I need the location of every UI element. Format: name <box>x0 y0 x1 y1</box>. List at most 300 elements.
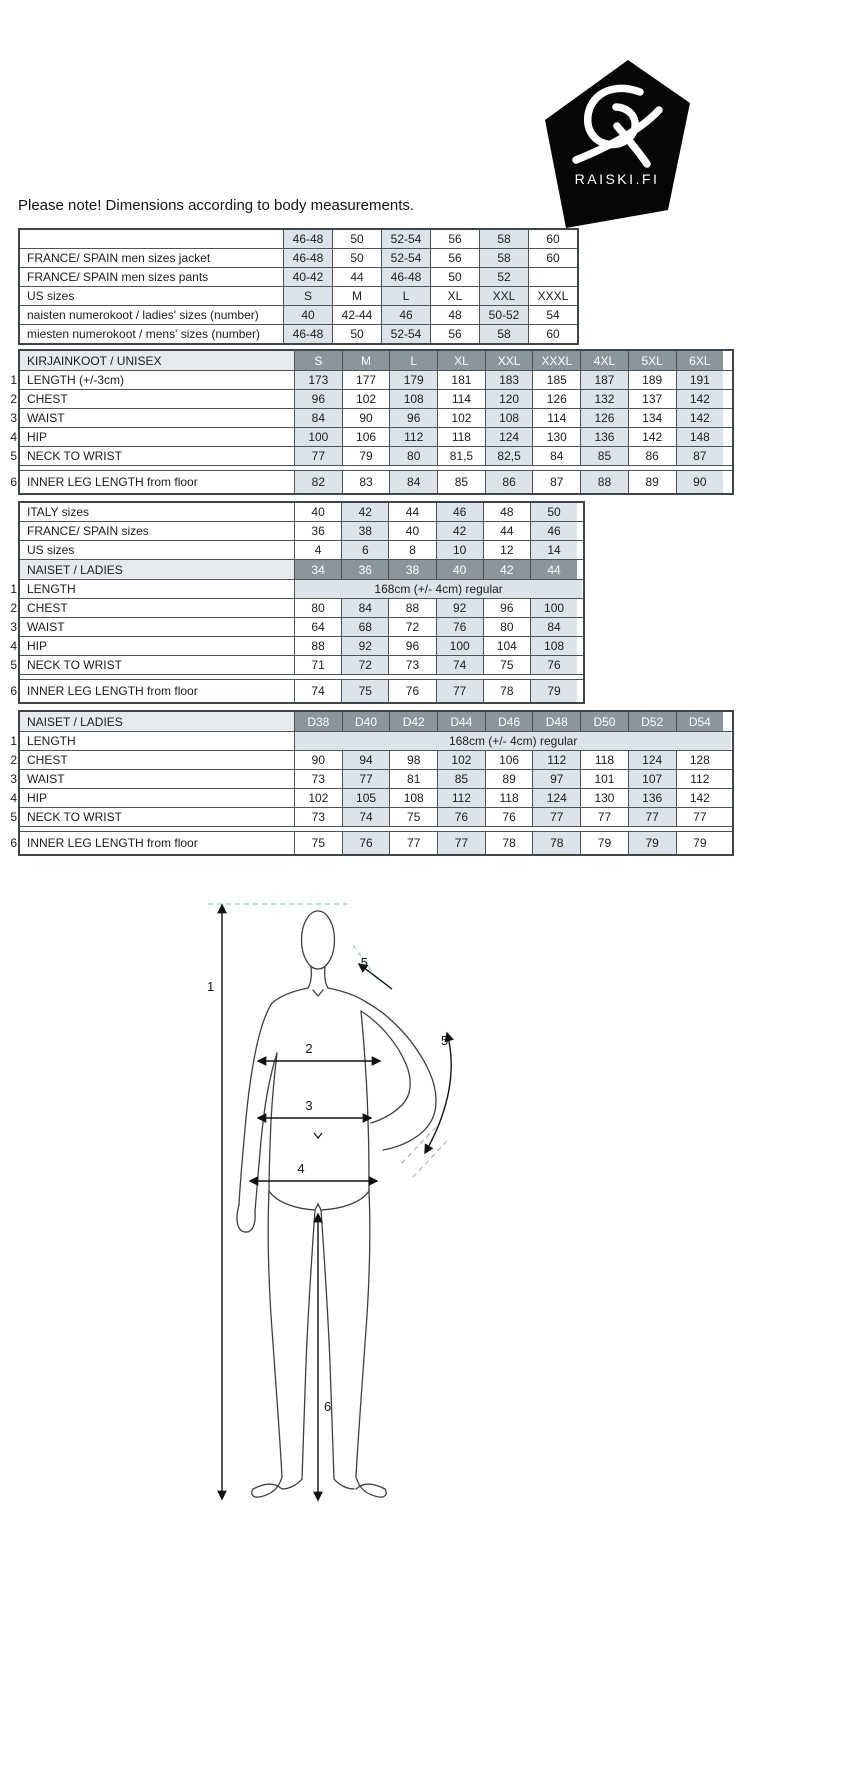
value-cell: 80 <box>294 599 341 617</box>
value-cell: 101 <box>580 770 628 788</box>
size-header-cell: 44 <box>530 560 577 579</box>
table-row <box>10 427 732 446</box>
table-row <box>20 305 577 324</box>
value-cell: 74 <box>436 656 483 674</box>
value-cell: 46-48 <box>283 230 332 248</box>
value-cell: 74 <box>294 680 341 702</box>
value-cell: 78 <box>483 680 530 702</box>
row-number: 2 <box>10 601 17 615</box>
value-cell: 52-54 <box>381 230 430 248</box>
value-cell: 124 <box>485 428 533 446</box>
value-cell: 102 <box>437 751 485 769</box>
marker-label-3: 3 <box>305 1098 313 1113</box>
value-cell: 44 <box>332 268 381 286</box>
value-cell: 77 <box>342 770 390 788</box>
row-label-cell: CHEST <box>27 601 68 615</box>
table-row <box>10 769 732 788</box>
body-measurement-diagram <box>185 893 495 1521</box>
value-cell: 102 <box>294 789 342 807</box>
value-cell: 46-48 <box>283 325 332 343</box>
row-number: 1 <box>10 734 17 748</box>
value-cell: 124 <box>628 751 676 769</box>
value-cell: 88 <box>388 599 435 617</box>
unisex-size-table <box>10 349 734 495</box>
value-cell: 42 <box>436 522 483 540</box>
table-header-row <box>20 351 732 370</box>
value-cell: 38 <box>341 522 388 540</box>
ladies-size-table <box>10 501 585 704</box>
row-label-cell: NECK TO WRIST <box>27 449 122 463</box>
value-cell: 44 <box>483 522 530 540</box>
ladies-d-size-table <box>10 710 734 856</box>
value-cell: 50 <box>332 249 381 267</box>
value-cell: L <box>381 287 430 305</box>
row-label-cell: FRANCE/ SPAIN sizes <box>27 524 149 538</box>
size-header-cell: 5XL <box>628 351 676 370</box>
value-cell: 79 <box>580 832 628 854</box>
value-cell: 112 <box>676 770 724 788</box>
size-header-cell: D42 <box>389 712 437 731</box>
value-cell: 102 <box>342 390 390 408</box>
marker-label-2: 2 <box>305 1041 313 1056</box>
size-header-cell: D38 <box>294 712 342 731</box>
size-header-cell: S <box>294 351 342 370</box>
value-cell: 84 <box>294 409 342 427</box>
value-cell: 136 <box>628 789 676 807</box>
size-header-cell: D54 <box>676 712 724 731</box>
value-cell: 10 <box>436 541 483 559</box>
row-number: 1 <box>10 373 17 387</box>
value-cell: XL <box>430 287 479 305</box>
value-cell: 114 <box>532 409 580 427</box>
value-cell: 108 <box>530 637 577 655</box>
value-cell: 98 <box>389 751 437 769</box>
size-header-cell: 38 <box>388 560 435 579</box>
value-cell: 73 <box>294 770 342 788</box>
value-cell: 84 <box>389 471 437 493</box>
row-label-cell: FRANCE/ SPAIN men sizes pants <box>27 270 209 284</box>
row-number: 6 <box>10 475 17 489</box>
value-cell: 118 <box>437 428 485 446</box>
value-cell: 56 <box>430 325 479 343</box>
value-cell: 118 <box>580 751 628 769</box>
row-label-cell: INNER LEG LENGTH from floor <box>27 836 198 850</box>
marker-label-1: 1 <box>207 979 215 994</box>
value-cell: 148 <box>676 428 724 446</box>
value-cell: 77 <box>389 832 437 854</box>
value-cell: 136 <box>580 428 628 446</box>
value-cell <box>528 268 577 286</box>
gray-wrist-dash-2 <box>413 1141 447 1177</box>
raiski-logo-icon <box>543 58 695 230</box>
value-cell: 100 <box>436 637 483 655</box>
value-cell: 92 <box>341 637 388 655</box>
value-cell: 78 <box>485 832 533 854</box>
value-cell: 50-52 <box>479 306 528 324</box>
value-cell: 85 <box>437 770 485 788</box>
value-cell: 74 <box>342 808 390 826</box>
size-header-cell: D50 <box>580 712 628 731</box>
row-label-cell: WAIST <box>27 620 65 634</box>
size-header-cell: D44 <box>437 712 485 731</box>
value-cell: M <box>332 287 381 305</box>
value-cell: 94 <box>342 751 390 769</box>
value-cell: 191 <box>676 371 724 389</box>
table-title-cell: NAISET / LADIES <box>20 712 294 731</box>
value-cell: 14 <box>530 541 577 559</box>
value-cell: 128 <box>676 751 724 769</box>
size-conversion-table <box>18 228 579 345</box>
value-cell: 130 <box>580 789 628 807</box>
value-cell: 8 <box>388 541 435 559</box>
value-cell: 79 <box>628 832 676 854</box>
size-header-cell: 4XL <box>580 351 628 370</box>
value-cell: 106 <box>485 751 533 769</box>
marker-label-5a: 5 <box>360 955 368 970</box>
value-cell: 50 <box>332 230 381 248</box>
value-cell: 50 <box>430 268 479 286</box>
value-cell: 48 <box>430 306 479 324</box>
size-header-cell: D40 <box>342 712 390 731</box>
value-cell: 77 <box>436 680 483 702</box>
value-cell: 84 <box>530 618 577 636</box>
value-cell: 137 <box>628 390 676 408</box>
row-label-cell: WAIST <box>27 411 65 425</box>
value-cell: 76 <box>388 680 435 702</box>
value-cell: 112 <box>389 428 437 446</box>
value-cell: 77 <box>294 447 342 465</box>
value-cell: 46 <box>530 522 577 540</box>
row-label-cell: HIP <box>27 791 48 805</box>
table-header-row <box>20 712 732 731</box>
value-cell: 96 <box>388 637 435 655</box>
value-cell: 71 <box>294 656 341 674</box>
value-cell: 12 <box>483 541 530 559</box>
value-cell: 132 <box>580 390 628 408</box>
value-cell: 134 <box>628 409 676 427</box>
value-cell: 96 <box>389 409 437 427</box>
merged-value-cell: 168cm (+/- 4cm) regular <box>294 732 731 750</box>
merged-value-cell: 168cm (+/- 4cm) regular <box>294 580 582 598</box>
size-header-cell: 6XL <box>676 351 724 370</box>
measure-arrows <box>222 905 451 1500</box>
value-cell: 112 <box>532 751 580 769</box>
value-cell: 73 <box>294 808 342 826</box>
row-number: 4 <box>10 791 17 805</box>
marker-label-4: 4 <box>297 1161 305 1176</box>
value-cell: 72 <box>341 656 388 674</box>
value-cell: 42 <box>341 503 388 521</box>
table-row <box>20 540 583 559</box>
value-cell: 92 <box>436 599 483 617</box>
value-cell: 82,5 <box>485 447 533 465</box>
row-label-cell: HIP <box>27 639 48 653</box>
row-number: 5 <box>10 658 17 672</box>
value-cell: 108 <box>485 409 533 427</box>
value-cell: 142 <box>676 409 724 427</box>
value-cell: 40 <box>294 503 341 521</box>
row-number: 6 <box>10 684 17 698</box>
value-cell: 107 <box>628 770 676 788</box>
value-cell: 90 <box>294 751 342 769</box>
row-label-cell: naisten numerokoot / ladies' sizes (number) <box>27 308 259 322</box>
size-header-cell: 36 <box>341 560 388 579</box>
table-row <box>20 521 583 540</box>
value-cell: 187 <box>580 371 628 389</box>
figure-outline <box>237 911 436 1497</box>
value-cell: 48 <box>483 503 530 521</box>
value-cell: 88 <box>294 637 341 655</box>
row-number: 1 <box>10 582 17 596</box>
value-cell: 79 <box>530 680 577 702</box>
size-header-cell: D46 <box>485 712 533 731</box>
value-cell: 52-54 <box>381 249 430 267</box>
table-row <box>10 598 583 617</box>
size-header-cell: D52 <box>628 712 676 731</box>
value-cell: 90 <box>676 471 724 493</box>
value-cell: 105 <box>342 789 390 807</box>
table-row <box>10 807 732 826</box>
value-cell: 58 <box>479 249 528 267</box>
value-cell: 77 <box>676 808 724 826</box>
value-cell: 75 <box>389 808 437 826</box>
table-row <box>10 370 732 389</box>
value-cell: 75 <box>294 832 342 854</box>
value-cell: 183 <box>485 371 533 389</box>
value-cell: 77 <box>532 808 580 826</box>
value-cell: 100 <box>294 428 342 446</box>
value-cell: 40 <box>388 522 435 540</box>
value-cell: 114 <box>437 390 485 408</box>
table-header-row <box>20 559 583 579</box>
value-cell: 46 <box>436 503 483 521</box>
value-cell: 86 <box>485 471 533 493</box>
value-cell: 96 <box>483 599 530 617</box>
value-cell: 81 <box>389 770 437 788</box>
value-cell: 120 <box>485 390 533 408</box>
value-cell: 124 <box>532 789 580 807</box>
value-cell: 97 <box>532 770 580 788</box>
value-cell: 108 <box>389 789 437 807</box>
value-cell: 85 <box>580 447 628 465</box>
size-header-cell: XXL <box>485 351 533 370</box>
row-number: 4 <box>10 639 17 653</box>
value-cell: 42-44 <box>332 306 381 324</box>
value-cell: 85 <box>437 471 485 493</box>
table-row <box>10 636 583 655</box>
value-cell: 112 <box>437 789 485 807</box>
row-label-cell: US sizes <box>27 543 75 557</box>
value-cell: 79 <box>342 447 390 465</box>
size-header-cell: L <box>389 351 437 370</box>
marker-label-5b: 5 <box>441 1033 449 1048</box>
value-cell: 50 <box>332 325 381 343</box>
value-cell: 118 <box>485 789 533 807</box>
row-label-cell <box>20 230 283 248</box>
value-cell: 44 <box>388 503 435 521</box>
size-header-cell: 34 <box>294 560 341 579</box>
value-cell: XXXL <box>528 287 577 305</box>
value-cell: 88 <box>580 471 628 493</box>
table-title-cell: KIRJAINKOOT / UNISEX <box>20 351 294 370</box>
value-cell: 86 <box>628 447 676 465</box>
value-cell: 40-42 <box>283 268 332 286</box>
table-row <box>20 267 577 286</box>
table-row <box>10 655 583 674</box>
table-row <box>10 446 732 465</box>
row-label-cell: WAIST <box>27 772 65 786</box>
waist-chevron <box>314 1133 322 1138</box>
row-number: 5 <box>10 449 17 463</box>
value-cell: 72 <box>388 618 435 636</box>
table-row <box>10 579 583 598</box>
value-cell: 46-48 <box>283 249 332 267</box>
value-cell: 68 <box>341 618 388 636</box>
value-cell: 46-48 <box>381 268 430 286</box>
table-row <box>10 831 732 854</box>
value-cell: 6 <box>341 541 388 559</box>
value-cell: 76 <box>436 618 483 636</box>
row-label-cell: INNER LEG LENGTH from floor <box>27 684 198 698</box>
value-cell: 76 <box>530 656 577 674</box>
value-cell: 80 <box>483 618 530 636</box>
size-header-cell: 42 <box>483 560 530 579</box>
value-cell: 185 <box>532 371 580 389</box>
row-label-cell: NECK TO WRIST <box>27 810 122 824</box>
marker-label-6: 6 <box>324 1399 332 1414</box>
brand-text: RAISKI.FI <box>574 171 660 187</box>
table-row <box>10 408 732 427</box>
row-label-cell: LENGTH <box>27 734 76 748</box>
row-label-cell: LENGTH <box>27 582 76 596</box>
value-cell: 56 <box>430 249 479 267</box>
row-number: 5 <box>10 810 17 824</box>
row-number: 6 <box>10 836 17 850</box>
value-cell: 58 <box>479 325 528 343</box>
value-cell: 4 <box>294 541 341 559</box>
row-number: 3 <box>10 620 17 634</box>
row-label-cell: ITALY sizes <box>27 505 90 519</box>
value-cell: 79 <box>676 832 724 854</box>
value-cell: 189 <box>628 371 676 389</box>
value-cell: 73 <box>388 656 435 674</box>
table-row <box>20 248 577 267</box>
value-cell: 177 <box>342 371 390 389</box>
size-header-cell: XL <box>437 351 485 370</box>
row-label-cell: miesten numerokoot / mens' sizes (number) <box>27 327 261 341</box>
gray-wrist-dash <box>401 1127 436 1164</box>
value-cell: 77 <box>628 808 676 826</box>
value-cell: 84 <box>532 447 580 465</box>
value-cell: 104 <box>483 637 530 655</box>
value-cell: S <box>283 287 332 305</box>
value-cell: 96 <box>294 390 342 408</box>
value-cell: 84 <box>341 599 388 617</box>
value-cell: 89 <box>485 770 533 788</box>
value-cell: 77 <box>580 808 628 826</box>
value-cell: 87 <box>676 447 724 465</box>
value-cell: XXL <box>479 287 528 305</box>
row-number: 2 <box>10 392 17 406</box>
value-cell: 50 <box>530 503 577 521</box>
value-cell: 58 <box>479 230 528 248</box>
row-number: 3 <box>10 411 17 425</box>
value-cell: 76 <box>342 832 390 854</box>
value-cell: 82 <box>294 471 342 493</box>
value-cell: 83 <box>342 471 390 493</box>
size-header-cell: M <box>342 351 390 370</box>
value-cell: 36 <box>294 522 341 540</box>
row-label-cell: INNER LEG LENGTH from floor <box>27 475 198 489</box>
value-cell: 75 <box>341 680 388 702</box>
value-cell: 173 <box>294 371 342 389</box>
table-row <box>10 617 583 636</box>
value-cell: 80 <box>389 447 437 465</box>
value-cell: 87 <box>532 471 580 493</box>
value-cell: 60 <box>528 230 577 248</box>
size-header-cell: 40 <box>436 560 483 579</box>
brand-logo <box>543 58 695 230</box>
table-row <box>10 788 732 807</box>
row-label-cell: CHEST <box>27 753 68 767</box>
value-cell: 81,5 <box>437 447 485 465</box>
value-cell: 179 <box>389 371 437 389</box>
value-cell: 60 <box>528 325 577 343</box>
value-cell: 52 <box>479 268 528 286</box>
value-cell: 40 <box>283 306 332 324</box>
row-label-cell: NECK TO WRIST <box>27 658 122 672</box>
table-row <box>10 470 732 493</box>
value-cell: 77 <box>437 832 485 854</box>
value-cell: 142 <box>676 390 724 408</box>
value-cell: 52-54 <box>381 325 430 343</box>
value-cell: 46 <box>381 306 430 324</box>
note-text: Please note! Dimensions according to body measurements. <box>18 197 415 214</box>
value-cell: 126 <box>580 409 628 427</box>
value-cell: 106 <box>342 428 390 446</box>
value-cell: 76 <box>437 808 485 826</box>
row-number: 3 <box>10 772 17 786</box>
value-cell: 142 <box>676 789 724 807</box>
table-row <box>20 230 577 248</box>
table-row <box>20 324 577 343</box>
table-row <box>10 731 732 750</box>
row-number: 2 <box>10 753 17 767</box>
value-cell: 75 <box>483 656 530 674</box>
row-number: 4 <box>10 430 17 444</box>
table-row <box>10 750 732 769</box>
value-cell: 142 <box>628 428 676 446</box>
value-cell: 76 <box>485 808 533 826</box>
value-cell: 100 <box>530 599 577 617</box>
value-cell: 56 <box>430 230 479 248</box>
value-cell: 64 <box>294 618 341 636</box>
table-row <box>10 679 583 702</box>
value-cell: 102 <box>437 409 485 427</box>
value-cell: 78 <box>532 832 580 854</box>
table-row <box>10 389 732 408</box>
row-label-cell: US sizes <box>27 289 75 303</box>
value-cell: 108 <box>389 390 437 408</box>
table-title-cell: NAISET / LADIES <box>20 560 294 579</box>
row-label-cell: LENGTH (+/-3cm) <box>27 373 125 387</box>
row-label-cell: HIP <box>27 430 48 444</box>
value-cell: 90 <box>342 409 390 427</box>
size-header-cell: D48 <box>532 712 580 731</box>
row-label-cell: FRANCE/ SPAIN men sizes jacket <box>27 251 211 265</box>
size-header-cell: XXXL <box>532 351 580 370</box>
value-cell: 126 <box>532 390 580 408</box>
